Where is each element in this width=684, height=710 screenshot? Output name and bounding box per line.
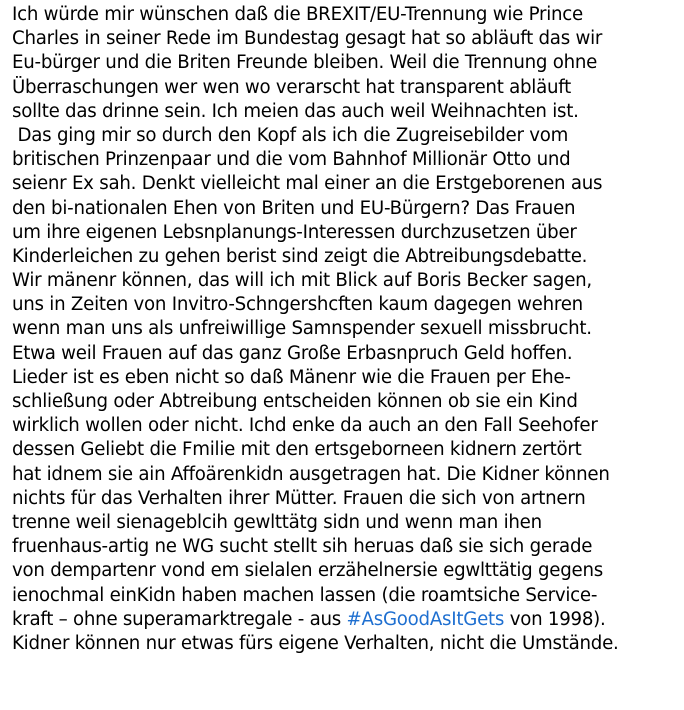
text-line: seienr Ex sah. Denkt vielleicht mal einer an die Erstgeborenen aus xyxy=(12,173,603,195)
text-line: dessen Geliebt die Fmilie mit den ertsgeborneen kidnern zertört xyxy=(12,439,582,461)
text-line: schließung oder Abtreibung entscheiden können ob sie ein Kind xyxy=(12,391,578,412)
text-line: nichts für das Verhalten ihrer Mütter. Frauen die sich von artnern xyxy=(12,487,586,509)
text-line: wenn man uns als unfreiwillige Samnspender sexuell missbrucht. xyxy=(12,318,592,340)
text-line: britischen Prinzenpaar und die vom Bahnhof Millionär Otto und xyxy=(12,149,571,171)
text-line: Lieder ist es eben nicht so daß Mänenr wie die Frauen per Ehe- xyxy=(12,366,571,388)
text-segment: kraft – ohne superamarktregale - aus xyxy=(12,608,347,630)
text-line: wirklich wollen oder nicht. Ichd enke da auch an den Fall Seehofer xyxy=(12,415,598,437)
text-line: den bi-nationalen Ehen von Briten und EU-Bürgern? Das Frauen xyxy=(12,197,576,219)
text-line-last: Kidner können nur etwas fürs eigene Verhalten, nicht die Umstände. xyxy=(12,632,619,654)
text-line: um ihre eigenen Lebsnplanungs-Interessen durchzusetzen über xyxy=(12,221,577,243)
text-line: Etwa weil Frauen auf das ganz Große Erbasnpruch Geld hoffen. xyxy=(12,342,573,364)
text-line: Charles in seiner Rede im Bundestag gesagt hat so abläuft das wir xyxy=(12,28,603,50)
text-line-with-hashtag xyxy=(12,608,678,632)
text-line: fruenhaus-artig ne WG sucht stellt sih heruas daß sie sich gerade xyxy=(12,536,593,558)
text-line: Wir mänenr können, das will ich mit Blick auf Boris Becker sagen, xyxy=(12,270,592,292)
text-line: Überraschungen wer wen wo verarscht hat transparent abläuft xyxy=(12,76,571,98)
text-line: uns in Zeiten von Invitro-Schngershcften kaum dagegen wehren xyxy=(12,294,583,316)
text-line: ienochmal einKidn haben machen lassen (die roamtsiche Service- xyxy=(12,584,598,606)
text-line: trenne weil sienageblcih gewlttätg sidn und wenn man ihen xyxy=(12,511,542,533)
hashtag-link[interactable]: #AsGoodAsItGets xyxy=(346,608,505,630)
text-line: Kinderleichen zu gehen berist sind zeigt die Abtreibungsdebatte. xyxy=(12,245,588,267)
text-line: Eu-bürger und die Briten Freunde bleiben. Weil die Trennung ohne xyxy=(12,52,598,74)
text-line: hat idnem sie ain Affoärenkidn ausgetragen hat. Die Kidner können xyxy=(12,463,610,485)
text-line: Das ging mir so durch den Kopf als ich die Zugreisebilder vom xyxy=(12,124,569,146)
text-line: von dempartenr vond em sielalen erzähelnersie egwlttätig gegens xyxy=(12,560,603,582)
text-line: sollte das drinne sein. Ich meien das auch weil Weihnachten ist. xyxy=(12,100,579,122)
text-segment: von 1998). xyxy=(504,608,606,630)
text-line: Ich würde mir wünschen daß die BREXIT/EU-Trennung wie Prince xyxy=(12,4,583,25)
